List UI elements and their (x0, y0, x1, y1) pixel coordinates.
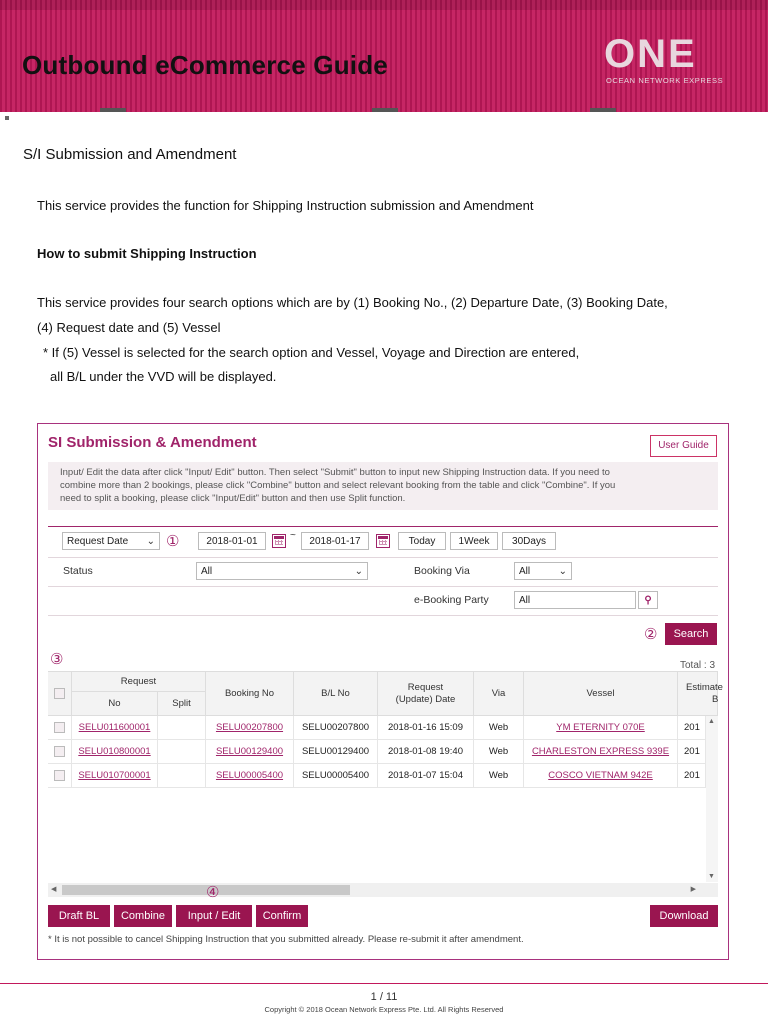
chevron-down-icon: ⌄ (354, 566, 363, 577)
date-range-tilde: ~ (290, 530, 296, 541)
split-cell (158, 764, 206, 788)
note-line: all B/L under the VVD will be displayed. (50, 369, 277, 384)
page-title: Outbound eCommerce Guide (22, 50, 388, 80)
input-edit-button[interactable]: Input / Edit (176, 905, 252, 927)
header-request: Request (72, 672, 206, 692)
row-divider (48, 615, 718, 616)
banner-top-strip (0, 0, 768, 10)
search-lookup-icon[interactable]: ⚲ (638, 591, 658, 609)
search-button[interactable]: Search (665, 623, 717, 645)
one-logo (604, 34, 724, 84)
marker-2: ② (644, 626, 658, 643)
header-estimate-text: Estimate (686, 681, 723, 693)
header-via: Via (474, 672, 524, 716)
bl-no-cell: SELU00129400 (294, 740, 378, 764)
via-cell: Web (474, 764, 524, 788)
row-checkbox-cell (48, 764, 72, 788)
row-checkbox[interactable] (54, 722, 65, 733)
row-divider (48, 557, 718, 558)
paragraph-line: (4) Request date and (5) Vessel (37, 320, 221, 335)
calendar-icon[interactable] (376, 534, 390, 548)
marker-1: ① (166, 533, 180, 550)
1week-button[interactable]: 1Week (450, 532, 498, 550)
today-button[interactable]: Today (398, 532, 446, 550)
request-date-cell: 2018-01-16 15:09 (378, 716, 474, 740)
status-value: All (201, 566, 213, 577)
booking-no-link[interactable]: SELU00005400 (206, 764, 294, 788)
row-checkbox-cell (48, 740, 72, 764)
booking-no-link[interactable]: SELU00207800 (206, 716, 294, 740)
header-banner (0, 0, 768, 112)
confirm-button[interactable]: Confirm (256, 905, 308, 927)
page-number: 1 / 11 (370, 991, 398, 1003)
booking-via-value: All (519, 566, 531, 577)
scroll-down-icon[interactable]: ▼ (708, 873, 715, 880)
header-bl-no: B/L No (294, 672, 378, 716)
header-request-date: Request (Update) Date (378, 672, 474, 716)
scroll-up-icon[interactable]: ▲ (708, 718, 715, 725)
footnote: * It is not possible to cancel Shipping Instruction that you submitted already. Please re-submit it after amendment. (48, 934, 524, 945)
vessel-link[interactable]: COSCO VIETNAM 942E (524, 764, 678, 788)
info-box (48, 462, 718, 510)
banner-detail (100, 108, 126, 112)
date-from-input[interactable]: 2018-01-01 (198, 532, 266, 550)
total-count: Total : 3 (680, 660, 716, 671)
section-title: S/I Submission and Amendment (23, 146, 237, 163)
vessel-link[interactable]: CHARLESTON EXPRESS 939E (524, 740, 678, 764)
footer-divider (0, 983, 768, 984)
booking-via-label: Booking Via (414, 565, 470, 577)
bl-no-cell: SELU00207800 (294, 716, 378, 740)
request-date-cell: 2018-01-07 15:04 (378, 764, 474, 788)
header-vessel: Vessel (524, 672, 678, 716)
info-text: combine more than 2 bookings, please click "Combine" button and select relevant booking from the table and click "Combine". If you (60, 480, 616, 491)
draft-bl-button[interactable]: Draft BL (48, 905, 110, 927)
chevron-down-icon: ⌄ (146, 536, 155, 547)
info-text: need to split a booking, please click "Input/Edit" button and then use Split function. (60, 493, 406, 504)
row-divider (48, 586, 718, 587)
bullet-marker (5, 116, 9, 120)
calendar-icon[interactable] (272, 534, 286, 548)
user-guide-button[interactable]: User Guide (650, 435, 717, 457)
horizontal-scrollbar[interactable] (48, 883, 718, 897)
header-split: Split (158, 692, 206, 716)
panel-title: SI Submission & Amendment (48, 434, 257, 451)
row-checkbox[interactable] (54, 770, 65, 781)
search-type-value: Request Date (67, 536, 129, 547)
status-label: Status (63, 565, 93, 577)
row-checkbox-cell (48, 716, 72, 740)
request-no-link[interactable]: SELU011600001 (72, 716, 158, 740)
split-cell (158, 716, 206, 740)
request-no-link[interactable]: SELU010700001 (72, 764, 158, 788)
si-submission-panel (37, 423, 729, 960)
row-checkbox[interactable] (54, 746, 65, 757)
download-button[interactable]: Download (650, 905, 718, 927)
logo-subtext: OCEAN NETWORK EXPRESS (606, 76, 724, 85)
split-cell (158, 740, 206, 764)
scroll-right-icon[interactable]: ▶ (690, 886, 696, 893)
estimate-cell: 201 (678, 764, 706, 788)
header-estimate-sub: B (712, 693, 719, 705)
marker-3: ③ (50, 651, 64, 668)
30days-button[interactable]: 30Days (502, 532, 556, 550)
status-select[interactable] (196, 562, 368, 580)
chevron-down-icon: ⌄ (558, 566, 567, 577)
paragraph-line: This service provides four search options which are by (1) Booking No., (2) Departure Date, (3) Booking Date, (37, 295, 668, 310)
request-date-cell: 2018-01-08 19:40 (378, 740, 474, 764)
scroll-left-icon[interactable]: ◀ (51, 886, 57, 893)
vertical-scrollbar[interactable] (706, 716, 718, 882)
estimate-cell: 201 (678, 716, 706, 740)
select-all-checkbox[interactable] (54, 688, 65, 699)
marker-4: ④ (206, 884, 220, 901)
banner-detail (372, 108, 398, 112)
bl-no-cell: SELU00005400 (294, 764, 378, 788)
header-booking-no: Booking No (206, 672, 294, 716)
ebooking-party-label: e-Booking Party (414, 594, 489, 606)
copyright: Copyright © 2018 Ocean Network Express Pte. Ltd. All Rights Reserved (264, 1005, 504, 1014)
estimate-cell: 201 (678, 740, 706, 764)
ebooking-party-input[interactable]: All (514, 591, 636, 609)
header-no: No (72, 692, 158, 716)
note-line: * If (5) Vessel is selected for the search option and Vessel, Voyage and Direction are entered, (43, 345, 580, 360)
si-table (48, 671, 723, 882)
request-no-link[interactable]: SELU010800001 (72, 740, 158, 764)
subheading: How to submit Shipping Instruction (37, 246, 257, 261)
search-type-select[interactable] (62, 532, 160, 550)
divider (48, 526, 718, 527)
booking-via-select[interactable] (514, 562, 572, 580)
logo-text: ONE (604, 32, 697, 76)
via-cell: Web (474, 740, 524, 764)
banner-detail (590, 108, 616, 112)
date-to-input[interactable]: 2018-01-17 (301, 532, 369, 550)
combine-button[interactable]: Combine (114, 905, 172, 927)
header-select-all (48, 672, 72, 716)
via-cell: Web (474, 716, 524, 740)
header-estimate (678, 672, 723, 716)
intro-text: This service provides the function for Shipping Instruction submission and Amendment (37, 198, 534, 213)
vessel-link[interactable]: YM ETERNITY 070E (524, 716, 678, 740)
booking-no-link[interactable]: SELU00129400 (206, 740, 294, 764)
info-text: Input/ Edit the data after click "Input/ Edit" button. Then select "Submit" button to input new Shipping Instruction data. If you need to (60, 467, 610, 478)
